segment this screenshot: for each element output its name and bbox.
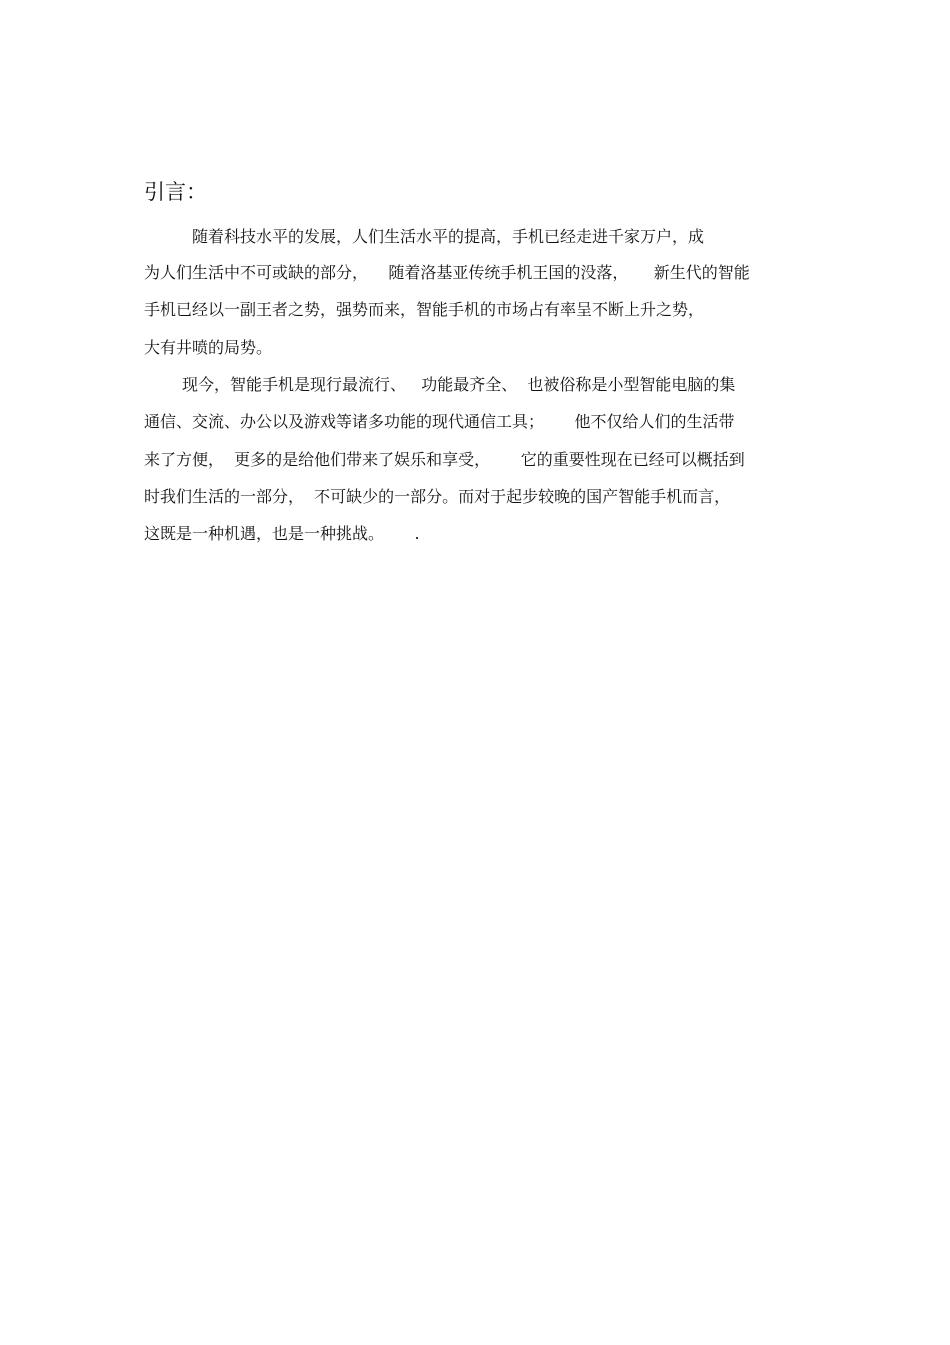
paragraph-line: 随着科技水平的发展，人们生活水平的提高，手机已经走进千家万户，成 bbox=[192, 227, 705, 246]
paragraph-line: 大有井喷的局势。 bbox=[144, 338, 273, 357]
paragraph-line: 现今，智能手机是现行最流行、 功能最齐全、 也被俗称是小型智能电脑的集 bbox=[182, 375, 736, 394]
paragraph-line: 这既是一种机遇，也是一种挑战。 . bbox=[144, 524, 420, 543]
paragraph-line: 手机已经以一副王者之势，强势而来，智能手机的市场占有率呈不断上升之势， bbox=[144, 300, 705, 319]
paragraph-line: 时我们生活的一部分， 不可缺少的一部分。而对于起步较晚的国产智能手机而言， bbox=[144, 487, 731, 506]
paragraph-line: 通信、交流、办公以及游戏等诸多功能的现代通信工具； 他不仅给人们的生活带 bbox=[144, 412, 735, 431]
paragraph-line: 为人们生活中不可或缺的部分， 随着洛基亚传统手机王国的没落， 新生代的智能 bbox=[144, 263, 750, 282]
section-heading: 引言： bbox=[144, 180, 207, 204]
paragraph-line: 来了方便， 更多的是给他们带来了娱乐和享受， 它的重要性现在已经可以概括到 bbox=[144, 450, 745, 469]
